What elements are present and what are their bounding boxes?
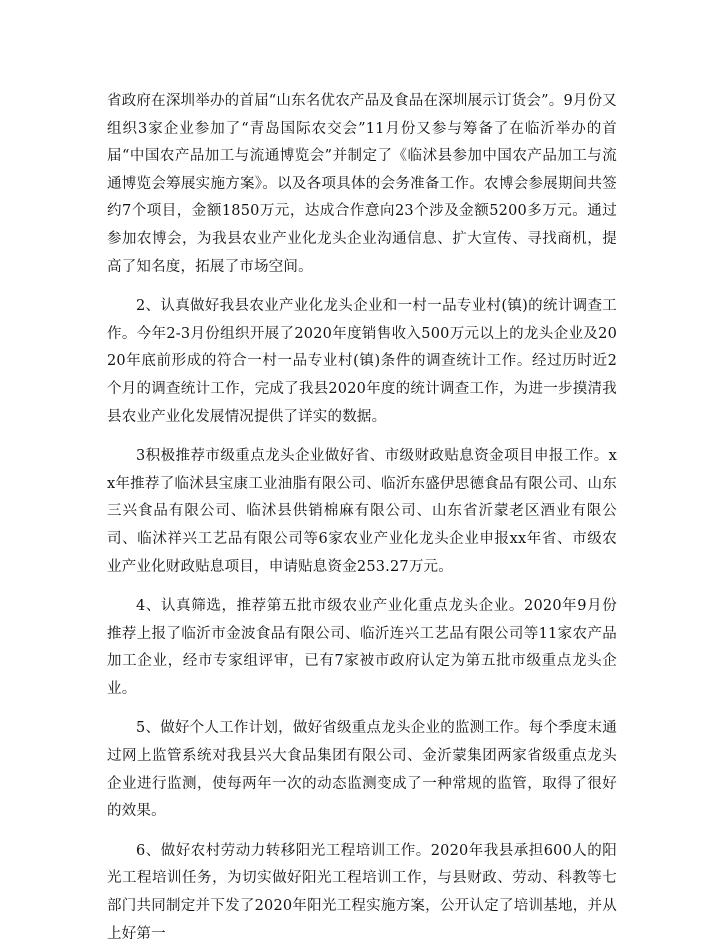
paragraph-subsidy-projects: 3积极推荐市级重点龙头企业做好省、市级财政贴息资金项目申报工作。xx年推荐了临沭县宝康工业油脂有限公司、临沂东盛伊思德食品有限公司、山东三兴食品有限公司、临沭县供销棉麻有限公司、山东省沂蒙老区酒业有限公司、临沭祥兴工艺品有限公司等6家农业产业化龙头企业申报xx年省、市级农业产业化财政贴息项目，申请贴息资金253.27万元。 [107,448,617,575]
paragraph-sunshine-training: 6、做好农村劳动力转移阳光工程培训工作。2020年我县承担600人的阳光工程培训任务，为切实做好阳光工程培训工作，与县财政、劳动、科教等七部门共同制定并下发了2020年阳光工程实施方案，公开认定了培训基地，并从上好第一 [107,842,617,942]
paragraph-convention-report: 省政府在深圳举办的首届“山东名优农产品及食品在深圳展示订货会”。9月份又组织3家企业参加了“青岛国际农交会”11月份又参与筹备了在临沂举办的首届“中国农产品加工与流通博览会”并制定了《临沭县参加中国农产品加工与流通博览会筹展实施方案》。以及各项具体的会务准备工作。农博会参展期间共签约7个项目，金额1850万元，达成合作意向23个涉及金额5200多万元。通过参加农博会，为我县农业产业化龙头企业沟通信息、扩大宣传、寻找商机，提高了知名度，拓展了市场空间。 [107,93,617,275]
paragraph-statistics-survey: 2、认真做好我县农业产业化龙头企业和一村一品专业村(镇)的统计调查工作。今年2-3月份组织开展了2020年度销售收入500万元以上的龙头企业及2020年底前形成的符合一村一品专业村(镇)条件的调查统计工作。经过历时近2个月的调查统计工作，完成了我县2020年度的统计调查工作，为进一步摸清我县农业产业化发展情况提供了详实的数据。 [107,298,617,425]
paragraph-monitoring-work: 5、做好个人工作计划，做好省级重点龙头企业的监测工作。每个季度末通过网上监管系统对我县兴大食品集团有限公司、金沂蒙集团两家省级重点龙头企业进行监测，使每两年一次的动态监测变成了一种常规的监管，取得了很好的效果。 [107,720,617,820]
paragraph-fifth-batch-enterprises: 4、认真筛选，推荐第五批市级农业产业化重点龙头企业。2020年9月份推荐上报了临沂市金波食品有限公司、临沂连兴工艺品有限公司等11家农产品加工企业，经市专家组评审，已有7家被市政府认定为第五批市级重点龙头企业。 [107,598,617,697]
document-page [107,88,617,948]
